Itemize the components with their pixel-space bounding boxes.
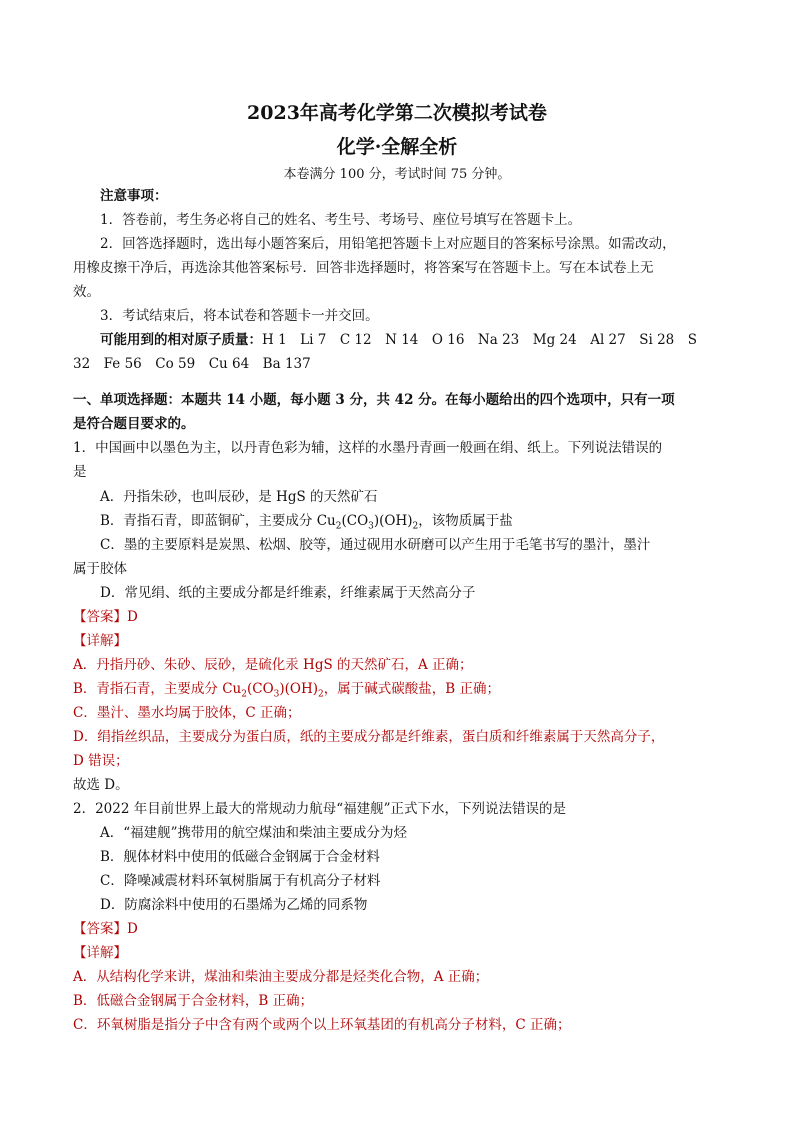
subscript: 2 (412, 521, 419, 532)
q1-conclusion: 故选 D。 (73, 777, 129, 793)
atomic-mass-line-1 (100, 328, 750, 352)
subscript: 3 (368, 521, 374, 532)
formula-part: )(OH) (373, 513, 413, 529)
q1-option-c-line-2: 属于胶体 (73, 561, 127, 577)
atomic-mass-label: 可能用到的相对原子质量： (100, 332, 262, 348)
notice-item-2-line-3: 效。 (73, 284, 100, 300)
notice-item-3: 3．考试结束后，将本试卷和答题卡一并交回。 (100, 308, 379, 324)
subscript: 2 (318, 689, 324, 700)
formula-part: (CO (341, 513, 369, 529)
score-time-note: 本卷满分 100 分，考试时间 75 分钟。 (283, 167, 511, 182)
q1-explanation-d-line-2: D 错误； (73, 753, 129, 769)
notice-heading: 注意事项： (100, 188, 168, 204)
q2-explanation-a: A．从结构化学来讲，煤油和柴油主要成分都是烃类化合物，A 正确； (73, 969, 489, 985)
q2-option-c: C．降噪减震材料环氧树脂属于有机高分子材料 (100, 873, 381, 889)
q2-detail-heading: 【详解】 (73, 945, 127, 961)
exam-subtitle: 化学·全解全析 (336, 136, 458, 158)
q2-option-b: B．舰体材料中使用的低磁合金钢属于合金材料 (100, 849, 380, 865)
notice-item-2-line-2: 用橡皮擦干净后，再选涂其他答案标号．回答非选择题时，将答案写在答题卡上。写在本试卷上无 (73, 260, 654, 276)
formula-part: )(OH) (279, 681, 319, 697)
q1-explanation-c: C．墨汁、墨水均属于胶体，C 正确； (73, 705, 301, 721)
q1-option-c-line-1: C．墨的主要原料是炭黑、松烟、胶等，通过砚用水研磨可以产生用于毛笔书写的墨汁，墨汁 (100, 537, 651, 553)
q2-explanation-c: C．环氧树脂是指分子中含有两个或两个以上环氧基团的有机高分子材料，C 正确； (73, 1017, 571, 1033)
q2-option-d: D．防腐涂料中使用的石墨烯为乙烯的同系物 (100, 897, 368, 913)
q1-explanation-a: A．丹指丹砂、朱砂、辰砂，是硫化汞 HgS 的天然矿石，A 正确； (73, 657, 473, 673)
q1-stem-line-1: 1．中国画中以墨色为主，以丹青色彩为辅，这样的水墨丹青画一般画在绢、纸上。下列说法错误的 (73, 440, 663, 456)
q1-option-a: A．丹指朱砂，也叫辰砂，是 HgS 的天然矿石 (100, 489, 378, 505)
q2-option-a: A．“福建舰”携带用的航空煤油和柴油主要成分为烃 (100, 825, 408, 841)
q1-option-b-tail: ，该物质属于盐 (418, 513, 513, 529)
formula-part: (CO (246, 681, 274, 697)
subscript: 2 (241, 689, 247, 700)
q1-answer: 【答案】D (73, 609, 138, 625)
q1-stem-line-2: 是 (73, 464, 87, 480)
q1-option-d: D．常见绢、纸的主要成分都是纤维素，纤维素属于天然高分子 (100, 585, 476, 601)
q2-stem: 2．2022 年目前世界上最大的常规动力航母“福建舰”正式下水，下列说法错误的是 (73, 801, 567, 817)
q2-explanation-b: B．低磁合金钢属于合金材料，B 正确； (73, 993, 314, 1009)
q1-detail-heading: 【详解】 (73, 633, 127, 649)
notice-item-2-line-1: 2．回答选择题时，选出每小题答案后，用铅笔把答题卡上对应题目的答案标号涂黑。如需改动， (100, 236, 676, 252)
atomic-mass-values-1: H 1 Li 7 C 12 N 14 O 16 Na 23 Mg 24 Al 27 Si 28 S (262, 332, 698, 348)
section-heading-line-2: 是符合题目要求的。 (73, 416, 195, 432)
q2-answer: 【答案】D (73, 921, 138, 937)
q1-explanation-b-text: B．青指石青，主要成分 Cu (73, 681, 242, 697)
subscript: 2 (335, 521, 342, 532)
exam-title: 2023年高考化学第二次模拟考试卷 (247, 102, 547, 124)
q1-explanation-d-line-1: D．绢指丝织品，主要成分为蛋白质，纸的主要成分都是纤维素，蛋白质和纤维素属于天然高分子， (73, 729, 665, 745)
subscript: 3 (273, 689, 280, 700)
atomic-mass-line-2: 32 Fe 56 Co 59 Cu 64 Ba 137 (73, 356, 311, 372)
q1-option-b-text: B．青指石青，即蓝铜矿，主要成分 Cu (100, 513, 336, 529)
notice-item-1: 1．答卷前，考生务必将自己的姓名、考生号、考场号、座位号填写在答题卡上。 (100, 212, 582, 228)
q1-explanation-b-tail: ，属于碱式碳酸盐，B 正确； (323, 681, 500, 697)
section-heading-line-1: 一、单项选择题：本题共 14 小题，每小题 3 分，共 42 分。在每小题给出的四个选项中，只有一项 (73, 392, 675, 408)
